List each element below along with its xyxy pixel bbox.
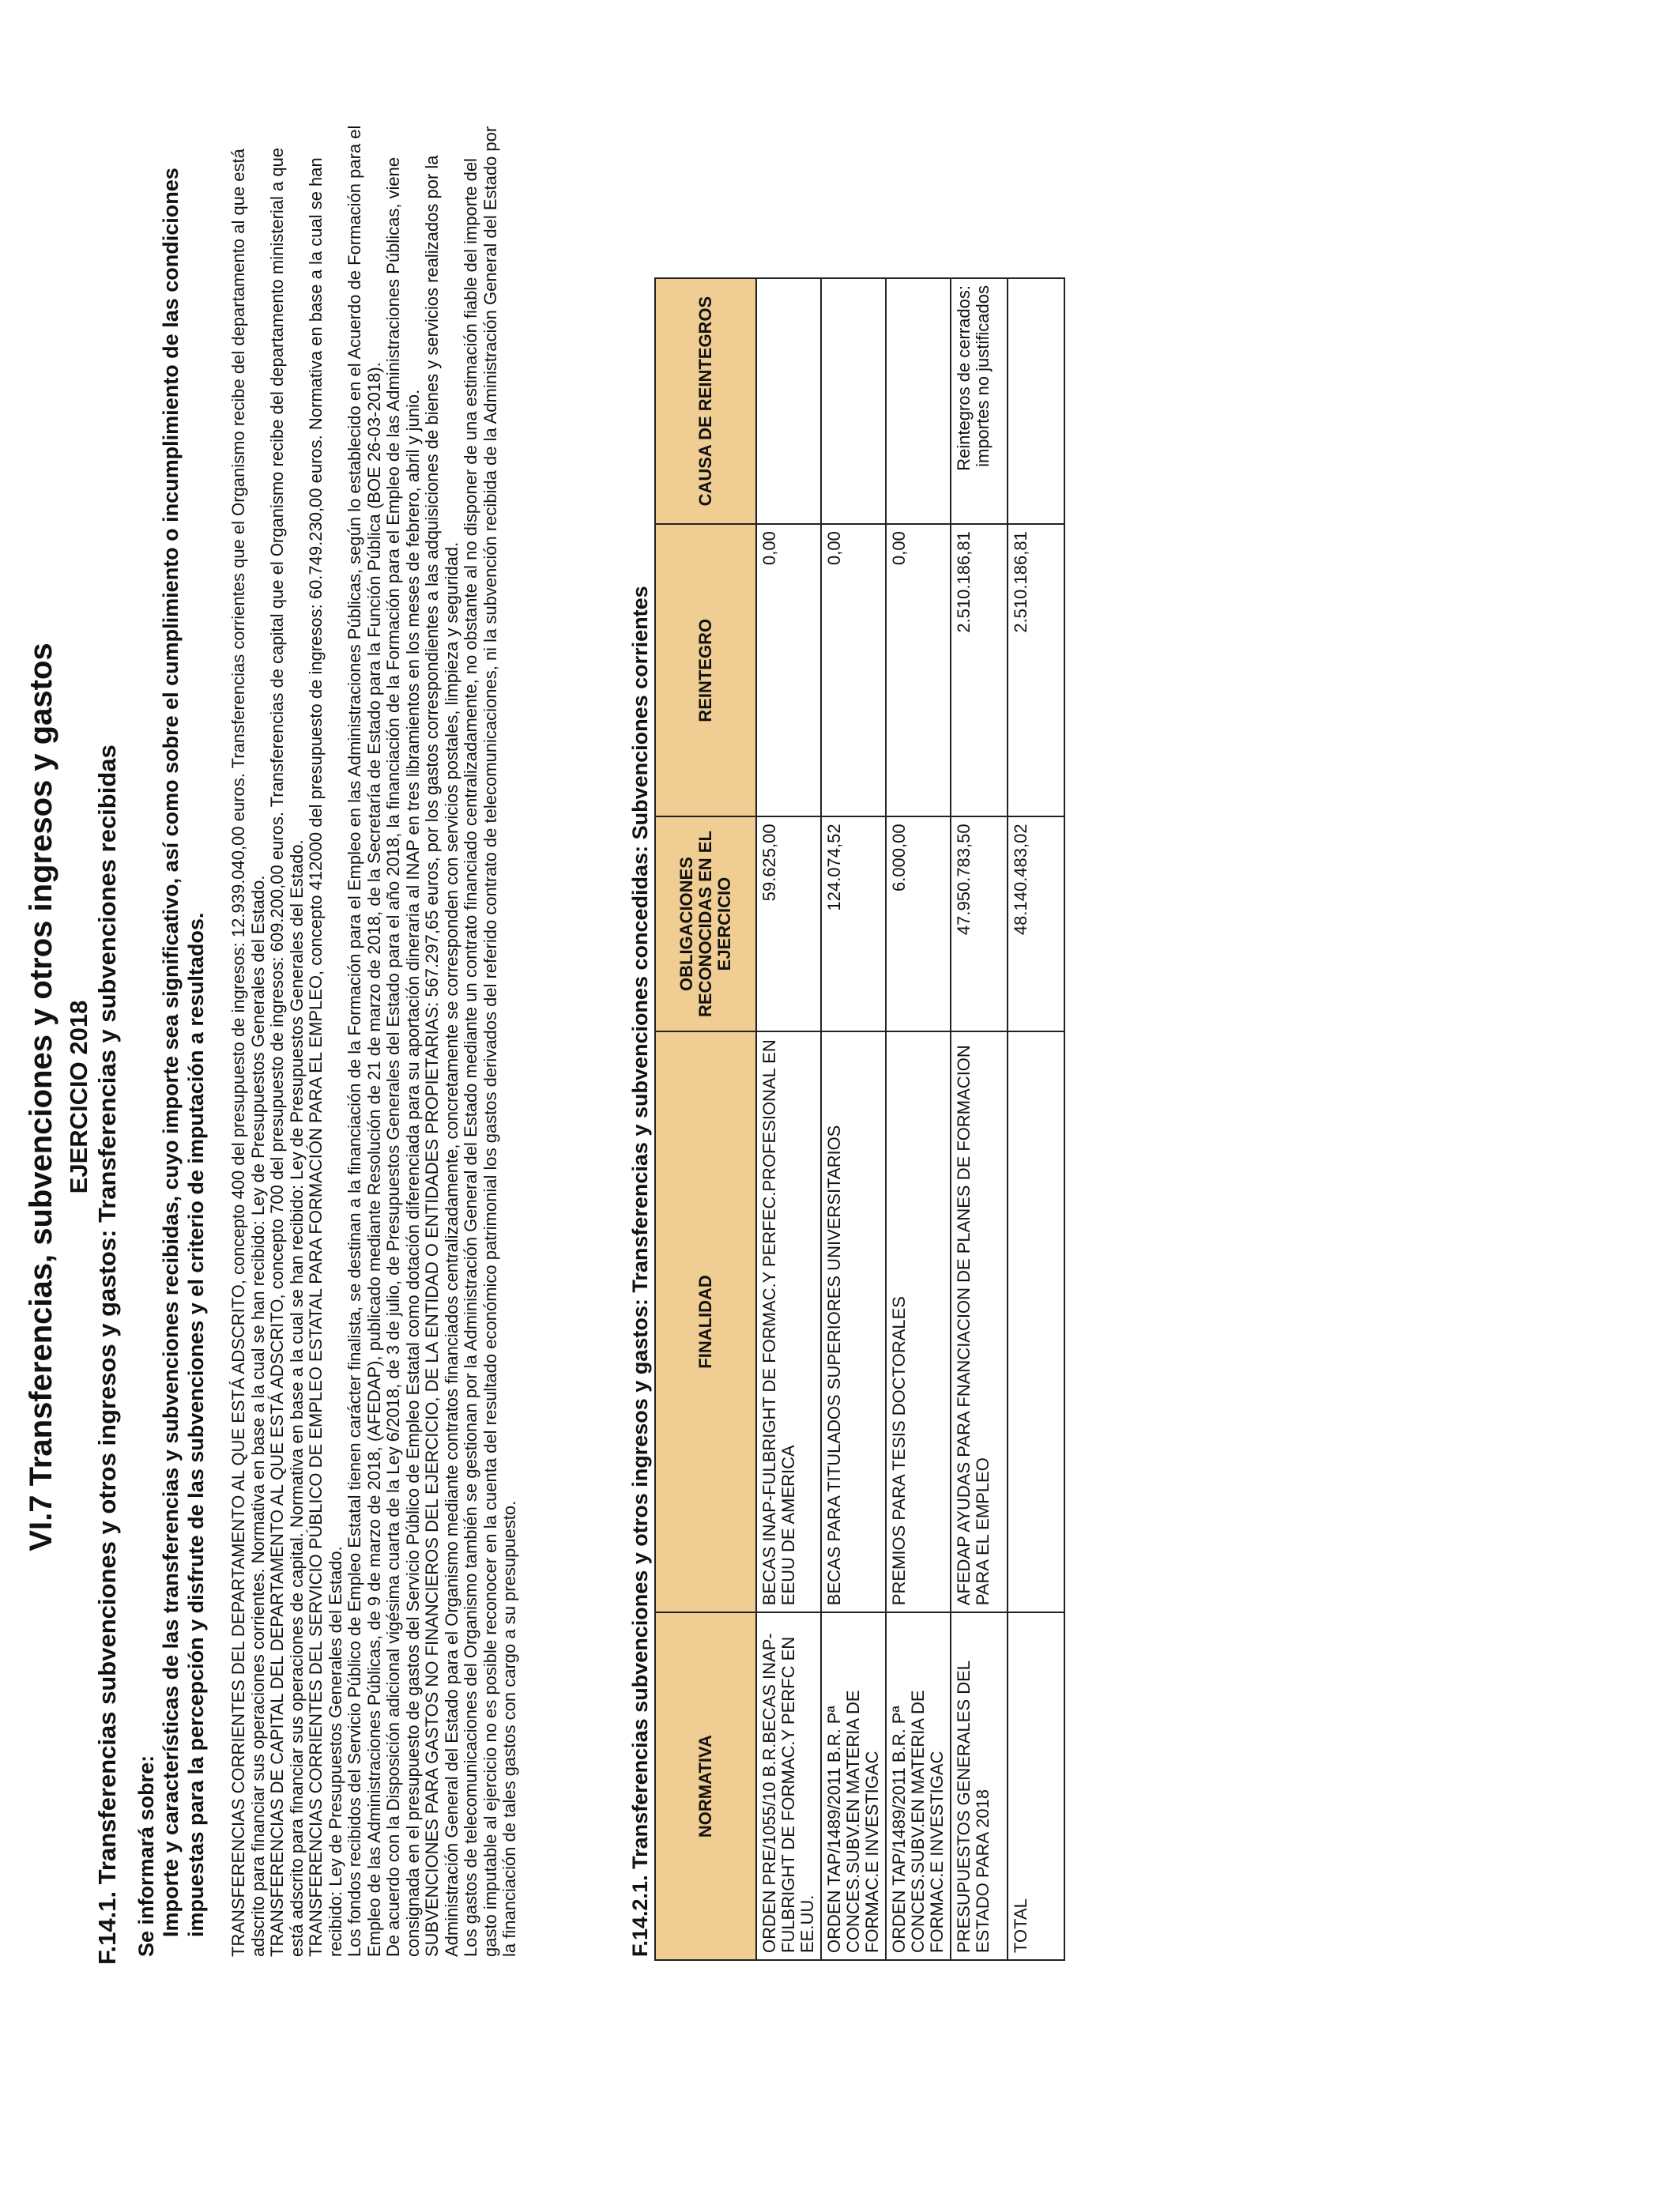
paragraph-subvenciones-gastos: SUBVENCIONES PARA GASTOS NO FINANCIEROS DEL EJERCICIO, DE LA ENTIDAD O ENTIDADES PROPIETARIAS: 567.297,65 euros, por los gastos correspondientes a las adquisiciones de bienes y servicios realizados por la Administración General del Estado para el Organismo mediante contratos financiados centralizadamente, concretamente se corresponden con servicios postales, limpieza y seguridad. [422, 155, 461, 1957]
header-normativa: NORMATIVA [655, 1612, 756, 1960]
page-title: VI.7 Transferencias, subvenciones y otros ingresos y gastos [24, 643, 58, 1551]
subvenciones-table [654, 277, 1065, 1961]
table-row [821, 278, 886, 1960]
cell-finalidad: PREMIOS PARA TESIS DOCTORALES [886, 1031, 951, 1613]
cell-finalidad: AFEDAP AYUDAS PARA FNANCIACION DE PLANES DE FORMACION PARA EL EMPLEO [951, 1031, 1008, 1613]
cell-total-obligaciones: 48.140.483,02 [1008, 816, 1064, 1031]
cell-total-reintegro: 2.510.186,81 [1008, 524, 1064, 816]
cell-causa: Reintegros de cerrados: importes no justificados [951, 278, 1008, 524]
cell-reintegro: 0,00 [756, 524, 821, 816]
cell-causa [821, 278, 886, 524]
body-text [229, 123, 520, 1957]
header-causa: CAUSA DE REINTEGROS [655, 278, 756, 524]
subsection-title: F.14.2.1. Transferencias subvenciones y otros ingresos y gastos: Transferencias y subvenciones concedidas: Subvenciones corrientes [628, 586, 652, 1957]
cell-obligaciones: 124.074,52 [821, 816, 886, 1031]
page-subtitle: EJERCICIO 2018 [65, 1000, 92, 1194]
header-finalidad: FINALIDAD [655, 1031, 756, 1613]
importe-description: Importe y características de las transferencias y subvenciones recibidas, cuyo importe sea significativo, así como sobre el cumplimiento o incumplimiento de las condiciones impuestas para la percepción y disfrute de las subvenciones y el criterio de imputación a resultados. [159, 168, 208, 1937]
cell-obligaciones: 6.000,00 [886, 816, 951, 1031]
cell-finalidad: BECAS PARA TITULADOS SUPERIORES UNIVERSITARIOS [821, 1031, 886, 1613]
paragraph-transferencias-sepe: TRANSFERENCIAS CORRIENTES DEL SERVICIO PÚBLICO DE EMPLEO ESTATAL PARA FORMACIÓN PARA EL EMPLEO, concepto 412000 del presupuesto de ingresos: 60.749.230,00 euros. Normativa en base a la cual se han recibido: Ley de Presupuestos Generales del Estado. [306, 157, 345, 1957]
table-row [756, 278, 821, 1960]
cell-finalidad: BECAS INAP-FULBRIGHT DE FORMAC.Y PERFEC.PROFESIONAL EN EEUU DE AMERICA [756, 1031, 821, 1613]
cell-normativa: ORDEN TAP/1489/2011 B.R. Pª CONCES.SUBV.EN MATERIA DE FORMAC.E INVESTIGAC [886, 1612, 951, 1960]
table-row [951, 278, 1008, 1960]
cell-reintegro: 2.510.186,81 [951, 524, 1008, 816]
header-obligaciones: OBLIGACIONES RECONOCIDAS EN EL EJERCICIO [655, 816, 756, 1031]
paragraph-telecomunicaciones: Los gastos de telecomunicaciones del Organismo también se gestionan por la Administración General del Estado mediante un contrato financiado centralizadamente, no obstante al no disponer de una estimación fiable del importe del gasto imputable al ejercicio no es posible reconocer en la cuenta del resultado económico patrimonial los gastos derivados del referido contrato de telecomunicaciones, ni la subvención recibida de la Administración General del Estado por la financiación de tales gastos con cargo a su presupuesto. [461, 126, 519, 1957]
table-row [886, 278, 951, 1960]
table-header-row [655, 278, 756, 1960]
section-title: F.14.1. Transferencias subvenciones y otros ingresos y gastos: Transferencias y subvenciones recibidas [93, 745, 121, 1965]
cell-normativa: PRESUPUESTOS GENERALES DEL ESTADO PARA 2018 [951, 1612, 1008, 1960]
inform-label: Se informará sobre: [134, 1755, 158, 1957]
cell-total-causa [1008, 278, 1064, 524]
cell-reintegro: 0,00 [886, 524, 951, 816]
cell-total-finalidad [1008, 1031, 1064, 1613]
cell-normativa: ORDEN TAP/1489/2011 B.R. Pª CONCES.SUBV.EN MATERIA DE FORMAC.E INVESTIGAC [821, 1612, 886, 1960]
cell-obligaciones: 59.625,00 [756, 816, 821, 1031]
cell-reintegro: 0,00 [821, 524, 886, 816]
paragraph-transferencias-corrientes: TRANSFERENCIAS CORRIENTES DEL DEPARTAMENTO AL QUE ESTÁ ADSCRITO, concepto 400 del presupuesto de ingresos: 12.939.040,00 euros. Transferencias corrientes que el Organismo recibe del departamento al que está adscrito para financiar sus operaciones corrientes. Normativa en base a la cual se han recibido: Ley de Presupuestos Generales del Estado. [228, 149, 268, 1957]
cell-causa [756, 278, 821, 524]
header-reintegro: REINTEGRO [655, 524, 756, 816]
paragraph-disposicion-adicional: De acuerdo con la Disposición adicional vigésima cuarta de la Ley 6/2018, de 3 de julio, de Presupuestos Generales del Estado para el año 2018, la financiación de la Formación para el Empleo de las Administraciones Públicas, viene consignada en el presupuesto de gastos del Servicio Público de Empleo Estatal como dotación diferenciada para su aportación dineraria al INAP en tres libramientos en los meses de febrero, abril y junio. [383, 156, 423, 1957]
cell-normativa: ORDEN PRE/1055/10 B.R.BECAS INAP-FULBRIGHT DE FORMAC.Y PERFC EN EE.UU. [756, 1612, 821, 1960]
paragraph-transferencias-capital: TRANSFERENCIAS DE CAPITAL DEL DEPARTAMENTO AL QUE ESTÁ ADSCRITO, concepto 700 del presupuesto de ingresos: 609.200,00 euros. Transferencias de capital que el Organismo recibe del departamento ministerial a que está adscrito para financiar sus operaciones de capital. Normativa en base a la cual se han recibido: Ley de Presupuestos Generales del Estado. [267, 147, 307, 1957]
table-total-row [1008, 278, 1064, 1960]
paragraph-fondos-finalistas: Los fondos recibidos del Servicio Público de Empleo Estatal tienen carácter finalista, se destinan a la financiación de la Formación para el Empleo en las Administraciones Públicas, según lo establecido en el Acuerdo de Formación para el Empleo de las Administraciones Públicas, de 9 de marzo de 2018, (AFEDAP), publicado mediante Resolución de 21 de marzo de 2018, de la Secretaría de Estado para la Función Pública (BOE 26-03-2018). [345, 125, 384, 1957]
cell-obligaciones: 47.950.783,50 [951, 816, 1008, 1031]
cell-total-label: TOTAL [1008, 1612, 1064, 1960]
cell-causa [886, 278, 951, 524]
